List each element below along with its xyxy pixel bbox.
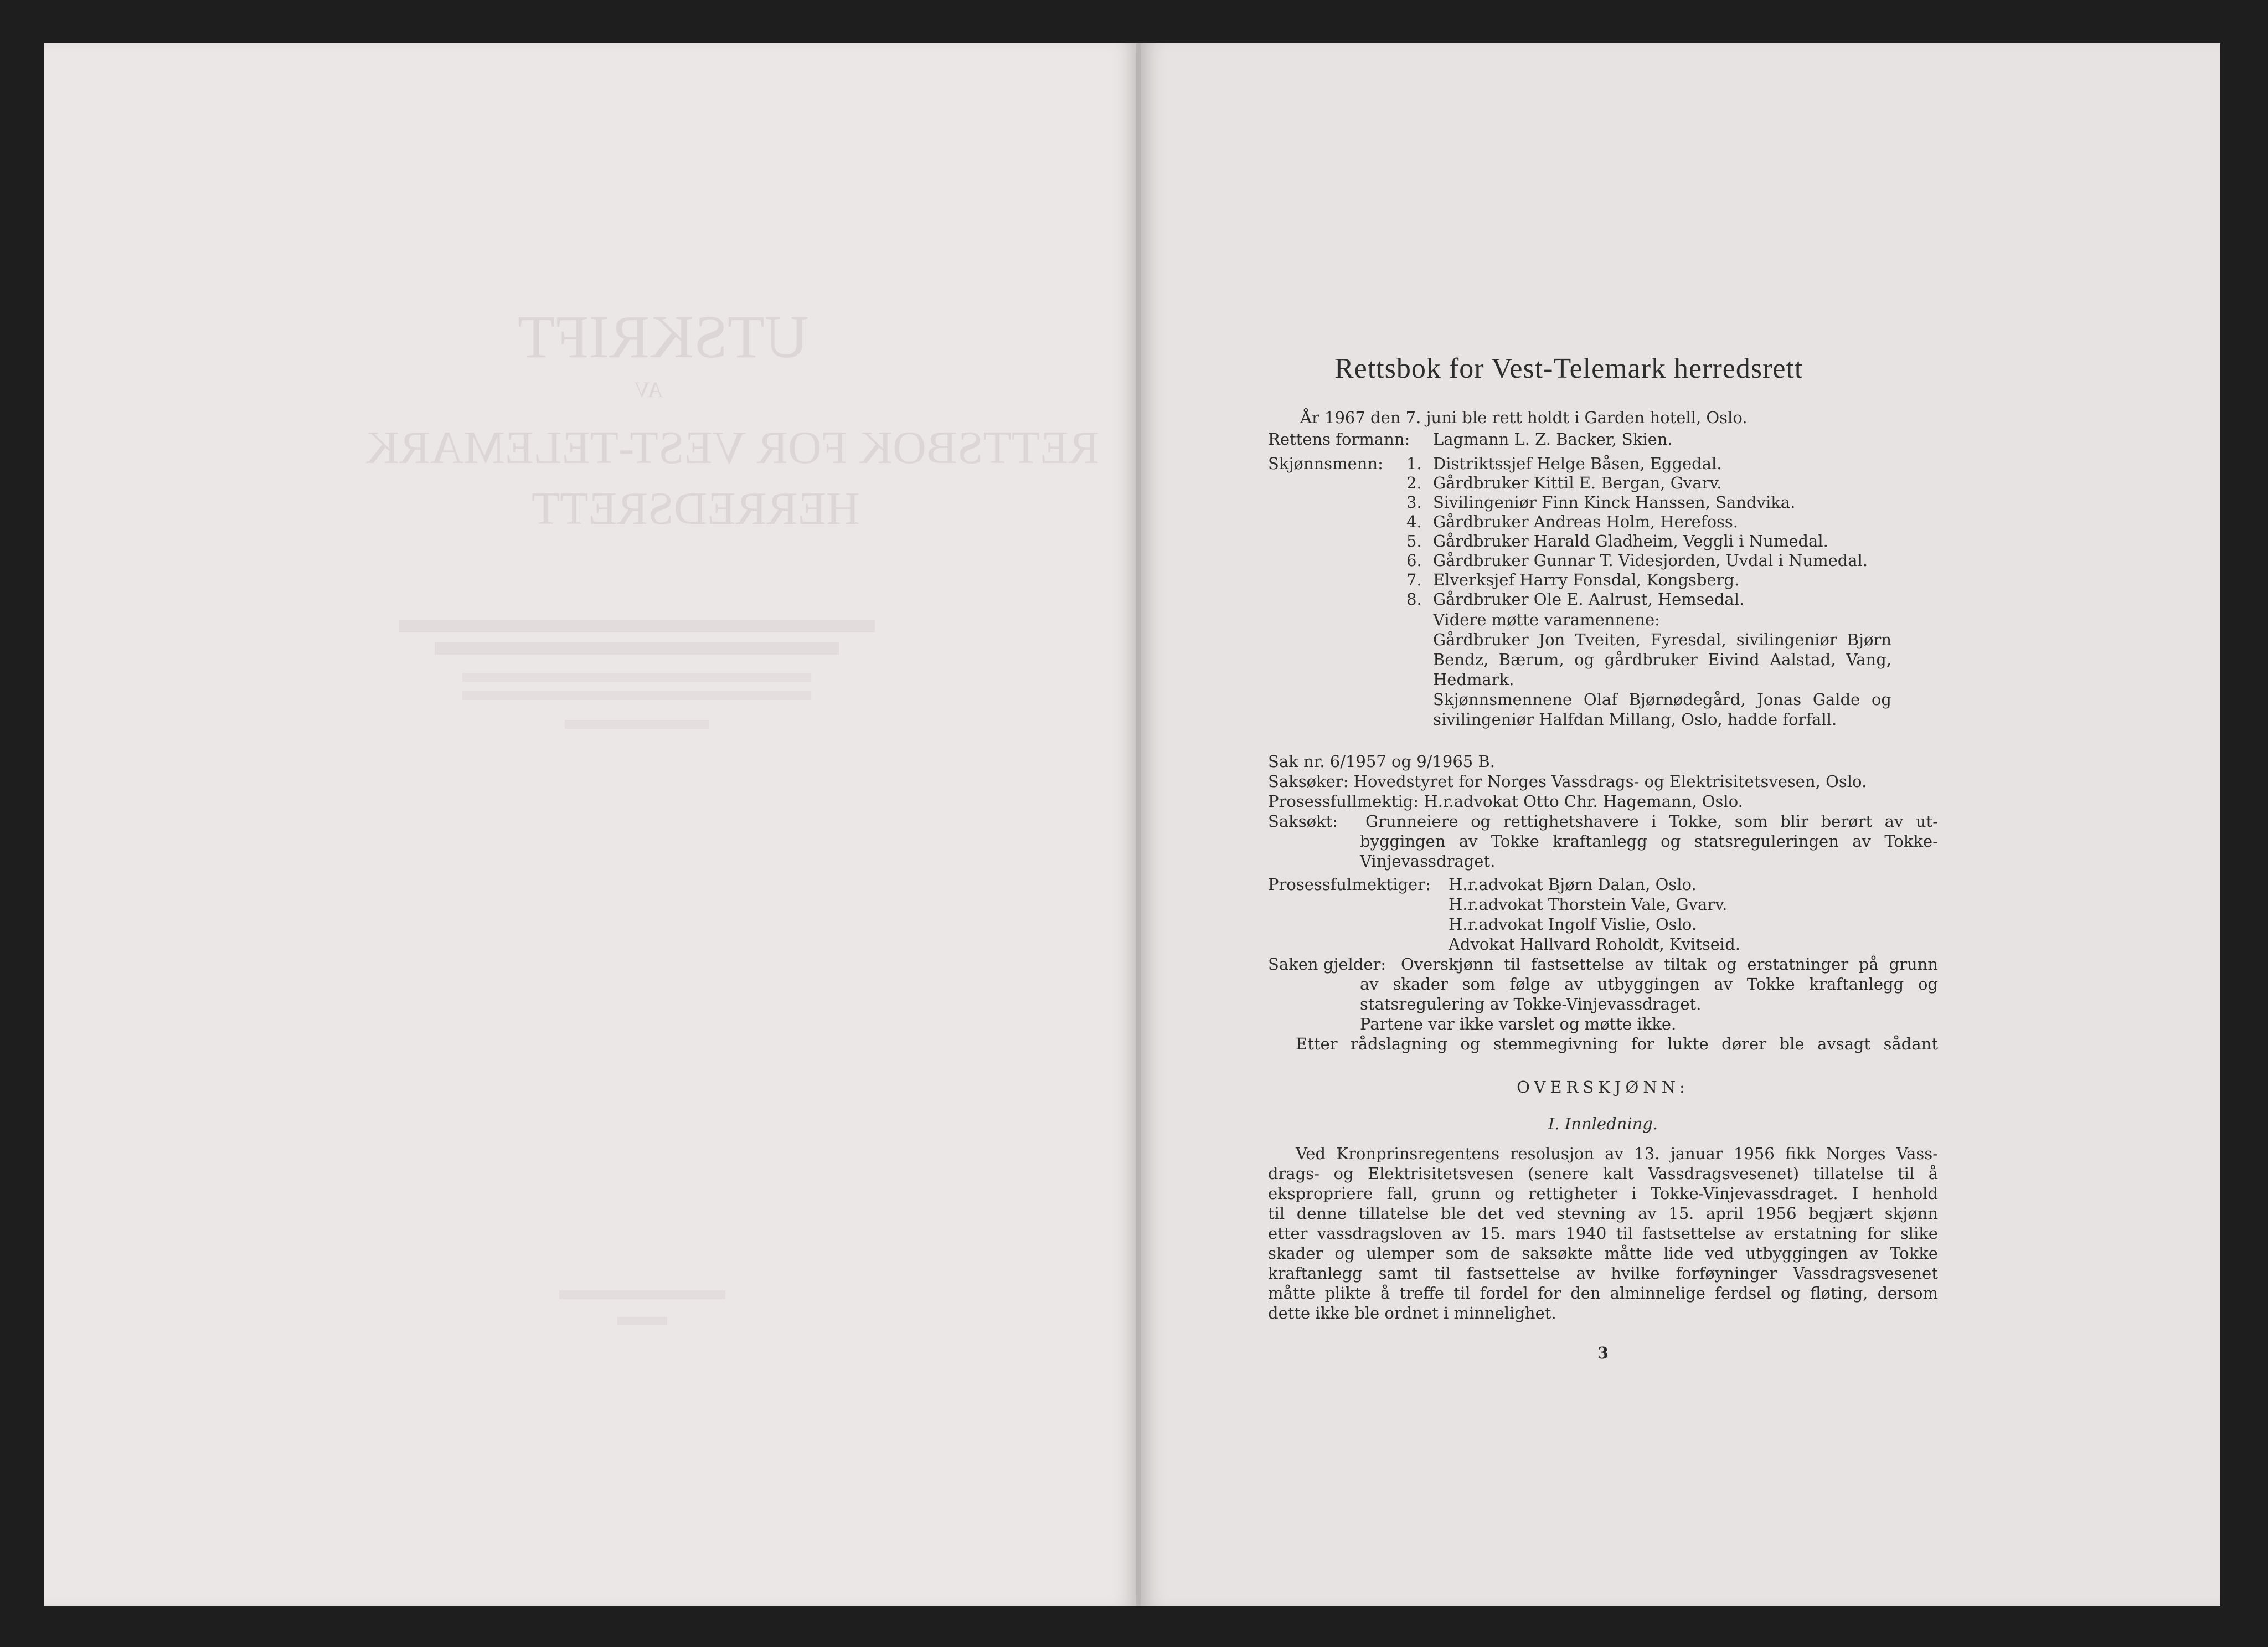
ghost-band-6 bbox=[559, 1290, 725, 1299]
member-num: 4. bbox=[1406, 512, 1422, 531]
gjelder-label: Saken gjelder: bbox=[1268, 955, 1386, 974]
ghost-av: AV bbox=[634, 377, 663, 402]
gjelder-line: statsregulering av Tokke-Vinjevassdraget. bbox=[1360, 995, 1702, 1013]
fulm-line: H.r.advokat Bjørn Dalan, Oslo. bbox=[1449, 875, 1697, 894]
member-text: Gårdbruker Gunnar T. Videsjorden, Uvdal i Numedal. bbox=[1433, 551, 1868, 570]
body-line: etter vassdragsloven av 15. mars 1940 til fastsettelse av erstatning for slike bbox=[1268, 1224, 1938, 1243]
ghost-band-1 bbox=[399, 620, 875, 632]
ghost-band-5 bbox=[565, 720, 709, 729]
member-num: 2. bbox=[1406, 473, 1422, 492]
section-subheading: I. Innledning. bbox=[1548, 1114, 1658, 1133]
ghost-band-3 bbox=[462, 673, 811, 682]
vara-line: Hedmark. bbox=[1433, 670, 1514, 689]
ghost-band-7 bbox=[617, 1317, 667, 1325]
member-num: 5. bbox=[1406, 532, 1422, 550]
fulm-line: H.r.advokat Ingolf Vislie, Oslo. bbox=[1449, 915, 1697, 934]
gjelder-line: Partene var ikke varslet og møtte ikke. bbox=[1360, 1015, 1677, 1033]
member-num: 3. bbox=[1406, 493, 1422, 512]
body-line: Ved Kronprinsregentens resolusjon av 13. januar 1956 fikk Norges Vass- bbox=[1296, 1144, 1938, 1163]
body-line: ekspropriere fall, grunn og rettigheter i Tokke-Vinjevassdraget. I henhold bbox=[1268, 1184, 1938, 1203]
ghost-herredsrett: HERREDSRETT bbox=[532, 483, 860, 534]
gjelder-line: Overskjønn til fastsettelse av tiltak og erstatninger på grunn bbox=[1401, 955, 1938, 974]
sak-number: Sak nr. 6/1957 og 9/1965 B. bbox=[1268, 752, 1495, 771]
ghost-title: UTSKRIFT bbox=[518, 303, 809, 370]
body-line: til denne tillatelse ble det ved stevning av 15. april 1956 begjært skjønn bbox=[1268, 1204, 1938, 1223]
member-text: Distriktssjef Helge Båsen, Eggedal. bbox=[1433, 454, 1722, 473]
skjonn-label: Skjønnsmenn: bbox=[1268, 454, 1383, 473]
left-page bbox=[44, 43, 1138, 1606]
member-text: Gårdbruker Kittil E. Bergan, Gvarv. bbox=[1433, 473, 1722, 492]
saksokt-line: Vinjevassdraget. bbox=[1360, 852, 1496, 871]
page-number: 3 bbox=[1597, 1344, 1609, 1362]
member-num: 7. bbox=[1406, 570, 1422, 589]
saksokt-line: byggingen av Tokke kraftanlegg og statsreguleringen av Tokke- bbox=[1360, 832, 1938, 851]
formann-label: Rettens formann: bbox=[1268, 430, 1410, 449]
body-line: dette ikke ble ordnet i minnelighet. bbox=[1268, 1304, 1556, 1322]
body-line: drags- og Elektrisitetsvesen (senere kalt Vassdragsvesenet) tillatelse til å bbox=[1268, 1164, 1938, 1183]
member-text: Gårdbruker Harald Gladheim, Veggli i Numedal. bbox=[1433, 532, 1828, 550]
vara-line: Gårdbruker Jon Tveiten, Fyresdal, sivilingeniør Bjørn bbox=[1433, 630, 1891, 649]
section-heading: OVERSKJØNN: bbox=[1517, 1078, 1689, 1097]
ghost-rettsbok: RETTSBOK FOR VEST-TELEMARK bbox=[365, 422, 1100, 473]
body-line: kraftanlegg samt til fastsettelse av hvilke forføyninger Vassdragsvesenet bbox=[1268, 1264, 1938, 1283]
etter-line: Etter rådslagning og stemmegivning for lukte dører ble avsagt sådant bbox=[1296, 1034, 1938, 1053]
forfall-line: Skjønnsmennene Olaf Bjørnødegård, Jonas Galde og bbox=[1433, 690, 1891, 709]
prosessfullmektig: Prosessfullmektig: H.r.advokat Otto Chr. Hagemann, Oslo. bbox=[1268, 792, 1743, 811]
page-title: Rettsbok for Vest-Telemark herredsrett bbox=[1334, 353, 1803, 384]
fulm-label: Prosessfulmektiger: bbox=[1268, 875, 1431, 894]
fulm-line: Advokat Hallvard Roholdt, Kvitseid. bbox=[1449, 935, 1740, 954]
ghost-band-2 bbox=[435, 642, 839, 655]
forfall-line: sivilingeniør Halfdan Millang, Oslo, hadde forfall. bbox=[1433, 710, 1837, 729]
member-text: Gårdbruker Andreas Holm, Herefoss. bbox=[1433, 512, 1739, 531]
fulm-line: H.r.advokat Thorstein Vale, Gvarv. bbox=[1449, 895, 1728, 914]
saksokt-label: Saksøkt: bbox=[1268, 812, 1338, 831]
member-num: 1. bbox=[1406, 454, 1422, 473]
vara-line: Bendz, Bærum, og gårdbruker Eivind Aalstad, Vang, bbox=[1433, 650, 1891, 669]
member-text: Sivilingeniør Finn Kinck Hanssen, Sandvika. bbox=[1433, 493, 1796, 512]
saksokt-line: Grunneiere og rettighetshavere i Tokke, som blir berørt av ut- bbox=[1365, 812, 1938, 831]
body-line: skader og ulemper som de saksøkte måtte lide ved utbyggingen av Tokke bbox=[1268, 1244, 1938, 1263]
member-num: 6. bbox=[1406, 551, 1422, 570]
member-text: Elverksjef Harry Fonsdal, Kongsberg. bbox=[1433, 570, 1740, 589]
vara-intro: Videre møtte varamennene: bbox=[1433, 610, 1660, 629]
saksoker: Saksøker: Hovedstyret for Norges Vassdrags- og Elektrisitetsvesen, Oslo. bbox=[1268, 772, 1867, 791]
intro-line: År 1967 den 7. juni ble rett holdt i Garden hotell, Oslo. bbox=[1300, 408, 1748, 427]
gjelder-line: av skader som følge av utbyggingen av Tokke kraftanlegg og bbox=[1360, 975, 1938, 994]
ghost-band-4 bbox=[462, 691, 811, 700]
member-num: 8. bbox=[1406, 590, 1422, 609]
formann-value: Lagmann L. Z. Backer, Skien. bbox=[1433, 430, 1673, 449]
member-text: Gårdbruker Ole E. Aalrust, Hemsedal. bbox=[1433, 590, 1745, 609]
body-line: måtte plikte å treffe til fordel for den alminnelige ferdsel og fløting, dersom bbox=[1268, 1284, 1938, 1303]
